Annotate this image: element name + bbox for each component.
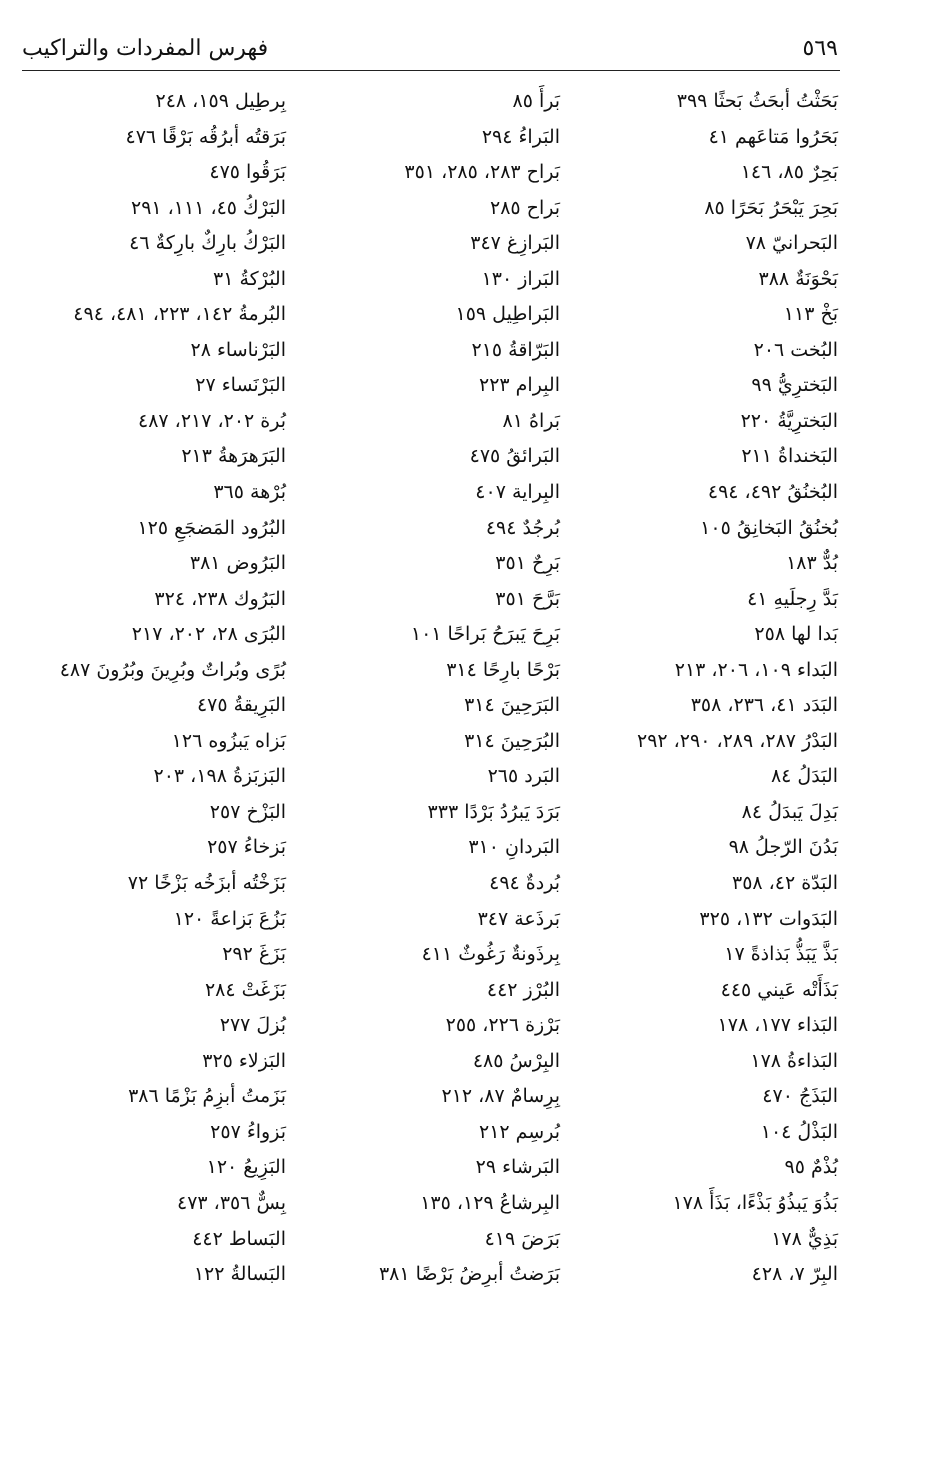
running-title: فهرس المفردات والتراكيب: [22, 36, 269, 61]
index-entry: بَرأَ ٨٥: [512, 90, 560, 112]
index-entry: البَداء ١٠٩، ٢٠٦، ٢١٣: [674, 658, 838, 681]
index-entry: البَحرانيّ ٧٨: [745, 232, 838, 255]
index-entry: بَذَّ يَبَذُّ بَذاذةً ١٧: [724, 943, 838, 966]
index-entry: البَرْناساء ٢٨: [190, 338, 286, 361]
index-entry: البَرد ٢٦٥: [487, 765, 560, 788]
index-entry: البِرْسُ ٤٨٥: [472, 1049, 560, 1072]
index-entry: البَدْرُ ٢٨٧، ٢٨٩، ٢٩٠، ٢٩٢: [636, 729, 838, 752]
index-entry: البَذاء ١٧٧، ١٧٨: [717, 1014, 838, 1037]
index-entry: البَخنداةُ ٢١١: [741, 445, 838, 468]
index-entry: بَدِلَ يَبدَلُ ٨٤: [741, 800, 838, 823]
index-entry: البُرَحِينَ ٣١٤: [464, 729, 560, 752]
index-entry: البَزبَزةُ ١٩٨، ٢٠٣: [153, 765, 286, 788]
index-entry: بَحِرَ يَبْحَرُ بَحَرًا ٨٥: [704, 196, 838, 219]
index-entry: بَذِيٌّ ١٧٨: [771, 1227, 838, 1250]
index-entry: بَذَأَتْه عَيني ٤٤٥: [720, 978, 838, 1001]
index-entry: بِرِسامٌ ٨٧، ٢١٢: [441, 1085, 560, 1108]
index-entry: البَساط ٤٤٢: [192, 1227, 286, 1250]
index-entry: البَزْخ ٢٥٧: [209, 800, 286, 823]
index-entry: البَرْكُ بارِكٌ بارِكةٌ ٤٦: [129, 232, 286, 255]
index-entry: بَزخاءُ ٢٥٧: [207, 836, 286, 859]
index-entry: البَرِيقةُ ٤٧٥: [196, 694, 286, 717]
index-entry: بَزَمتُ أبزِمُ بَزْمًا ٣٨٦: [128, 1085, 286, 1108]
index-entry: بُرسِم ٢١٢: [478, 1120, 560, 1143]
index-column-right: [588, 84, 838, 1293]
index-entry: بَدا لها ٢٥٨: [754, 623, 838, 646]
index-entry: بُدٌّ ١٨٣: [786, 552, 838, 575]
index-entry: بُخنُقُ البَخانِقُ ١٠٥: [700, 516, 838, 539]
index-entry: بَرَضَ ٤١٩: [484, 1227, 560, 1250]
index-entry: بَزُعَ بَزاعةً ١٢٠: [173, 907, 286, 930]
index-entry: بُذْمٌ ٩٥: [784, 1156, 838, 1179]
index-entry: البَخترِيَّةُ ٢٢٠: [740, 409, 838, 432]
page-number: ٥٦٩: [802, 36, 838, 61]
index-entry: البَذاءةُ ١٧٨: [750, 1049, 838, 1072]
index-entry: بَزاه يَبزُوه ١٢٦: [171, 729, 286, 752]
index-entry: البَراز ١٣٠: [481, 267, 560, 290]
index-entry: بَرَّحَ ٣٥١: [495, 587, 560, 610]
index-entry: البُخت ٢٠٦: [753, 338, 838, 361]
index-entry: البِرشاعُ ١٢٩، ١٣٥: [420, 1191, 560, 1214]
index-column-left: [1, 84, 286, 1293]
index-entry: بَرِحٌ ٣٥١: [495, 552, 560, 575]
index-entry: بَرِحَ يَبرَحُ بَراحًا ١٠١: [410, 623, 560, 646]
index-entry: البِراية ٤٠٧: [475, 481, 560, 504]
index-entry: بَحَثْتُ أبحَثُ بَحثًا ٣٩٩: [676, 90, 838, 112]
index-entry: بَزواءُ ٢٥٧: [210, 1120, 286, 1143]
index-entry: بُرجُدٌ ٤٩٤: [485, 516, 560, 539]
index-entry: البِرام ٢٢٣: [479, 374, 560, 397]
index-entry: بَرَدَ يَبرُدُ بَرْدًا ٣٣٣: [427, 800, 560, 823]
index-entry: البَذَجُ ٤٧٠: [762, 1085, 838, 1108]
index-entry: بَرَقُوا ٤٧٥: [209, 161, 286, 184]
index-entry: البَرّاقةُ ٢١٥: [471, 338, 560, 361]
index-entry: البَرُوك ٢٣٨، ٣٢٤: [154, 587, 286, 610]
index-entry: البَرازِغ ٣٤٧: [470, 232, 560, 255]
index-entry: بَزَغَ ٢٩٢: [222, 943, 286, 966]
index-entry: البَدَد ٤١، ٢٣٦، ٣٥٨: [690, 694, 838, 717]
index-entry: بَراح ٢٨٣، ٢٨٥، ٣٥١: [404, 161, 560, 184]
index-entry: بَرْزة ٢٢٦، ٢٥٥: [445, 1014, 560, 1037]
index-entry: البُرَى ٢٨، ٢٠٢، ٢١٧: [131, 623, 286, 646]
index-entry: البَرَحِينَ ٣١٤: [464, 694, 560, 717]
index-entry: البَزلاء ٣٢٥: [202, 1049, 286, 1072]
index-entry: بَدَّ رِجلَيهِ ٤١: [747, 587, 838, 610]
page-header: [22, 34, 840, 71]
index-entry: بُرًى وبُراتٌ وبُرِينَ وبُرُونَ ٤٨٧: [59, 658, 286, 681]
index-entry: البَذْلُ ١٠٤: [760, 1120, 838, 1143]
index-entry: البَرشاء ٢٩: [475, 1156, 560, 1179]
index-entry: البَرَهرَهةُ ٢١٣: [181, 445, 286, 468]
index-entry: بَحَرُوا مَتاعَهم ٤١: [708, 125, 838, 148]
index-entry: بِسٌّ ٣٥٦، ٤٧٣: [177, 1191, 286, 1214]
index-entry: بَزَغَتْ ٢٨٤: [204, 978, 286, 1001]
index-entry: البَرائقُ ٤٧٥: [469, 445, 560, 468]
index-entry: البُرمةُ ١٤٢، ٢٢٣، ٤٨١، ٤٩٤: [73, 303, 286, 326]
index-entry: البَدَلُ ٨٤: [770, 765, 838, 788]
index-entry: البَردانِ ٣١٠: [468, 836, 560, 859]
index-entry: البَدّة ٤٢، ٣٥٨: [732, 872, 838, 895]
index-entry: بَرَقتُه أبرُقُه بَرْقًا ٤٧٦: [125, 125, 286, 148]
index-entry: البَراءُ ٢٩٤: [481, 125, 560, 148]
index-entry: بَحِرٌ ٨٥، ١٤٦: [740, 161, 838, 184]
index-entry: بُرْهة ٣٦٥: [213, 481, 286, 504]
index-entry: بَرذَعة ٣٤٧: [477, 907, 560, 930]
index-entry: بُزلَ ٢٧٧: [219, 1014, 286, 1037]
index-entry: بَراح ٢٨٥: [490, 196, 560, 219]
index-entry: بَذُوَ يَبذُوُ بَذْءًا، بَذَأَ ١٧٨: [672, 1191, 838, 1214]
index-entry: البَرْنَساء ٢٧: [195, 374, 286, 397]
index-entry: بَدُنَ الرّجلُ ٩٨: [728, 836, 838, 859]
index-entry: بَحْوَنَةٌ ٣٨٨: [758, 267, 838, 290]
index-column-middle: [330, 84, 560, 1293]
index-entry: بَزَخْتُه أبزَخُه بَزْخًا ٧٢: [127, 872, 286, 895]
index-entry: البَسالةُ ١٢٢: [193, 1263, 286, 1286]
index-entry: البَرْكُ ٤٥، ١١١، ٢٩١: [131, 196, 286, 219]
index-entry: البِرّ ٧، ٤٢٨: [751, 1263, 838, 1286]
index-entry: بِرطِيل ١٥٩، ٢٤٨: [155, 90, 286, 112]
index-entry: بَرْحًا بارِحًا ٣١٤: [446, 658, 560, 681]
index-entry: بَراهُ ٨١: [502, 409, 560, 432]
index-entry: بِرذَونةٌ رَغُوثٌ ٤١١: [421, 943, 560, 966]
index-entry: البُرُود المَضجَعِ ١٢٥: [137, 516, 286, 539]
index-entry: البُخنُقُ ٤٩٢، ٤٩٤: [707, 481, 838, 504]
index-entry: البَدَوات ١٣٢، ٣٢٥: [699, 907, 838, 930]
index-entry: بَخْ ١١٣: [783, 303, 838, 326]
index-entry: بَرَضتُ أبرِضُ بَرْضًا ٣٨١: [378, 1263, 560, 1286]
index-entry: البُرْكةُ ٣١: [213, 267, 286, 290]
index-entry: البَرُوض ٣٨١: [189, 552, 286, 575]
index-entry: بُرة ٢٠٢، ٢١٧، ٤٨٧: [138, 409, 286, 432]
index-entry: بُردةٌ ٤٩٤: [489, 872, 560, 895]
index-entry: البَراطِيل ١٥٩: [455, 303, 560, 326]
index-entry: البَخترِيُّ ٩٩: [751, 374, 838, 397]
index-entry: البُرْز ٤٤٢: [486, 978, 560, 1001]
index-entry: البَزِيعُ ١٢٠: [206, 1156, 286, 1179]
